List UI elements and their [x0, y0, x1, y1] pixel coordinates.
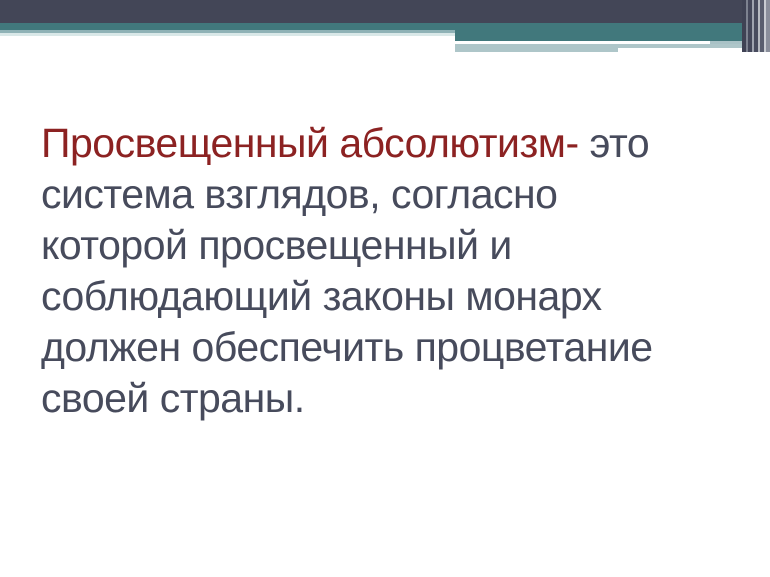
teal-band-left — [0, 23, 455, 30]
corner-stripe — [766, 0, 770, 52]
slide-text-block — [41, 118, 741, 424]
text-line-heading — [41, 118, 741, 169]
heading-rest: это — [578, 120, 650, 166]
text-line: своей страны. — [41, 375, 305, 421]
corner-vertical-stripes — [742, 0, 770, 52]
pale-teal-band-left — [0, 33, 455, 36]
text-line: должен обеспечить процветание — [41, 324, 653, 370]
text-line: которой просвещенный и — [41, 222, 512, 268]
teal-band-right — [455, 23, 770, 41]
light-band-right-lower — [455, 48, 618, 52]
text-line: соблюдающий законы монарх — [41, 273, 602, 319]
heading-term: Просвещенный абсолютизм- — [41, 120, 579, 166]
top-dark-bar — [0, 0, 770, 23]
text-line: система взглядов, согласно — [41, 171, 558, 217]
